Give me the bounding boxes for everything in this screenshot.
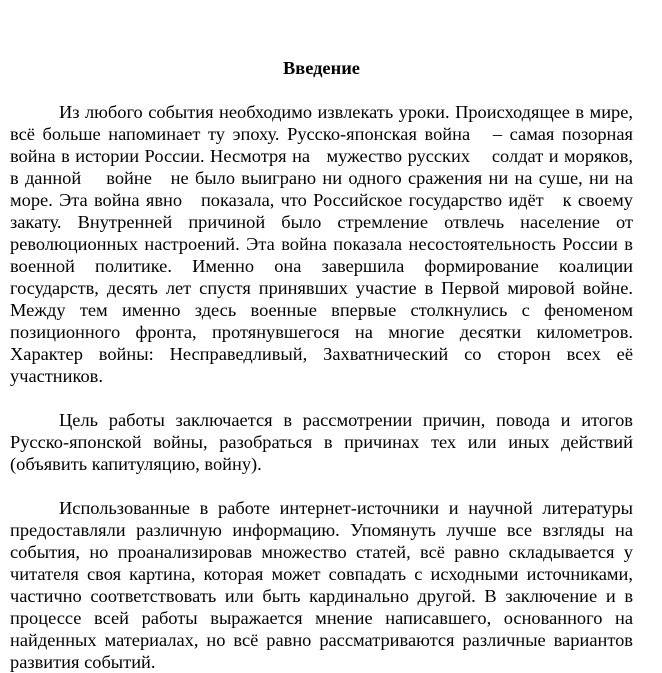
document-page — [10, 0, 633, 673]
document-title: Введение — [283, 58, 360, 78]
paragraph-introduction: Из любого события необходимо извлекать уроки. Происходящее в мире, всё больше напоминает ту эпоху. Русско-японская война – самая позорная война в истории России. Несмотря на мужество русских солдат и моряков, в данной войне не было выиграно ни одного сражения ни на суше, ни на море. Эта война явно показала, что Российское государство идёт к своему закату. Внутренней причиной было стремление отвлечь население от революционных настроений. Эта война показала несостоятельность России в военной политике. Именно она завершила формирование коалиции государств, десять лет спустя принявших участие в Первой мировой войне. Между тем именно здесь военные впервые столкнулись с феноменом позиционного фронта, протянувшегося на многие десятки километров. Характер войны: Несправедливый, Захватнический со сторон всех её участников. — [10, 102, 633, 386]
paragraph-sources: Использованные в работе интернет-источники и научной литературы предоставляли различную информацию. Упомянуть лучше все взгляды на события, но проанализировав множество статей, всё равно складывается у читателя своя картина, которая может совпадать с исходными источниками, частично соответствовать или быть кардинально другой. В заключение и в процессе всей работы выражается мнение написавшего, основанного на найденных материалах, но всё равно рассматриваются различные вариантов развития событий. — [10, 498, 633, 672]
paragraph-goal: Цель работы заключается в рассмотрении причин, повода и итогов Русско-японской войны, разобраться в причинах тех или иных действий (объявить капитуляцию, войну). — [10, 410, 633, 474]
